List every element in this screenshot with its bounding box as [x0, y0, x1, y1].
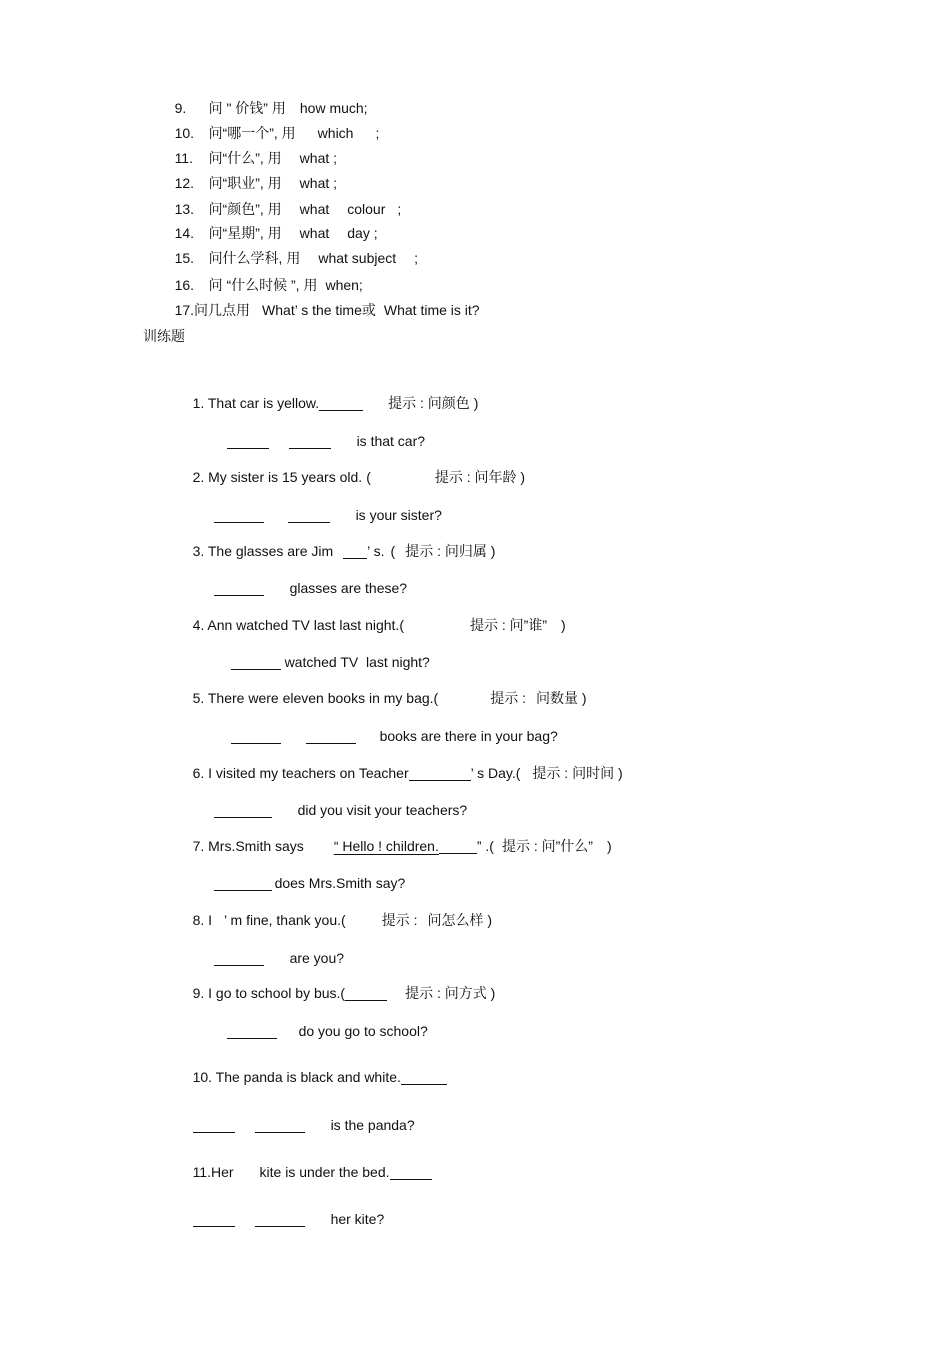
rule-13: 13. 问“颜色”, 用 what colour ; — [174, 201, 402, 217]
rule-14: 14. 问“星期”, 用 what day ; — [174, 225, 378, 241]
exercise-5-answer: books are there in your bag? — [215, 709, 558, 763]
exercise-3-underline — [343, 544, 367, 559]
exercise-10-underline — [401, 1070, 447, 1085]
exercise-9-question: 9. I go to school by bus.( 提示 : 问方式 ) — [192, 985, 496, 1001]
exercise-1-answer: is that car? — [211, 414, 425, 468]
answer-blank[interactable] — [227, 434, 269, 449]
exercise-6-answer: did you visit your teachers? — [198, 783, 467, 837]
answer-blank[interactable] — [193, 1118, 235, 1133]
rule-16: 16. 问 “什么时候 ”, 用 when; — [174, 277, 363, 293]
exercise-3-answer: glasses are these? — [198, 561, 407, 615]
exercise-9-answer: do you go to school? — [211, 1004, 428, 1058]
answer-blank[interactable] — [214, 803, 272, 818]
answer-blank[interactable] — [289, 434, 331, 449]
exercise-2-answer: is your sister? — [198, 488, 442, 542]
rule-9: 9. 问 " 价钱” 用 how much; — [174, 100, 368, 116]
exercise-11-answer: her kite? — [177, 1192, 384, 1246]
answer-blank[interactable] — [255, 1118, 305, 1133]
exercise-3-question: 3. The glasses are Jim ’ s. ( 提示 : 问归属 ) — [192, 543, 496, 559]
exercise-1-underline — [319, 396, 363, 411]
exercise-6-question: 6. I visited my teachers on Teacher ’ s Day.( 提示 : 问时间 ) — [192, 765, 623, 781]
exercise-10-question: 10. The panda is black and white. — [177, 1050, 447, 1104]
exercise-7-answer: does Mrs.Smith say? — [198, 856, 405, 910]
exercise-2-question: 2. My sister is 15 years old. ( 提示 : 问年龄 ) — [192, 469, 526, 485]
exercise-10-answer: is the panda? — [177, 1098, 415, 1152]
answer-blank[interactable] — [214, 581, 264, 596]
answer-blank[interactable] — [227, 1024, 277, 1039]
answer-blank[interactable] — [306, 729, 356, 744]
exercise-6-underline — [409, 766, 471, 781]
exercise-11-underline — [390, 1165, 432, 1180]
answer-blank[interactable] — [255, 1212, 305, 1227]
exercise-5-question: 5. There were eleven books in my bag.( 提示 : 问数量 ) — [192, 690, 587, 706]
rule-10: 10. 问“哪一个”, 用 which ; — [174, 125, 380, 141]
exercise-9-underline — [345, 986, 387, 1001]
answer-blank[interactable] — [214, 876, 272, 891]
answer-blank[interactable] — [231, 729, 281, 744]
rule-11: 11. 问“什么”, 用 what ; — [174, 150, 338, 166]
exercise-7-question: 7. Mrs.Smith says “ Hello ! children. ” .( 提示 : 问”什么” ) — [192, 838, 612, 854]
exercise-8-question: 8. I ’ m fine, thank you.( 提示 : 问怎么样 ) — [192, 912, 493, 928]
exercise-7-underline — [439, 839, 477, 854]
exercise-8-answer: are you? — [198, 931, 344, 985]
answer-blank[interactable] — [231, 655, 281, 670]
rule-17: 17.问几点用 What’ s the time或 What time is it? — [174, 302, 480, 318]
exercise-4-question: 4. Ann watched TV last last night.( 提示 : 问”谁” ) — [192, 617, 566, 633]
answer-blank[interactable] — [193, 1212, 235, 1227]
section-title: 训练题 — [143, 328, 185, 344]
answer-blank[interactable] — [288, 508, 330, 523]
exercise-1-question: 1. That car is yellow. 提示 : 问颜色 ) — [192, 395, 479, 411]
answer-blank[interactable] — [214, 508, 264, 523]
exercise-11-question: 11.Her kite is under the bed. — [177, 1145, 432, 1199]
exercise-4-answer: watched TV last night? — [215, 635, 430, 689]
rule-12: 12. 问“职业”, 用 what ; — [174, 175, 338, 191]
rule-15: 15. 问什么学科, 用 what subject ; — [174, 250, 419, 266]
answer-blank[interactable] — [214, 951, 264, 966]
